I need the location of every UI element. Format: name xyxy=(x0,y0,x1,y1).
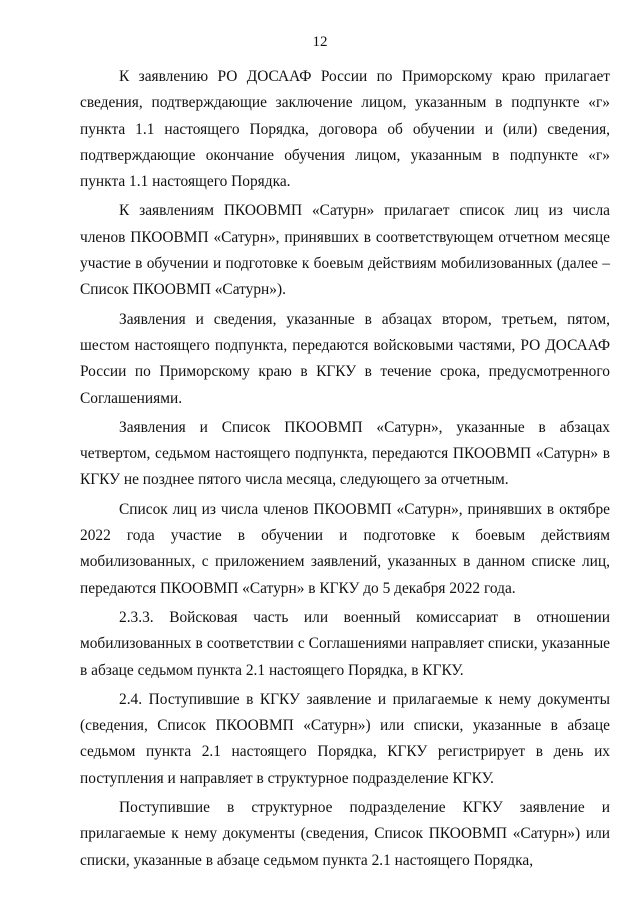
page-number: 12 xyxy=(312,34,328,50)
paragraph-2-4: 2.4. Поступившие в КГКУ заявление и прилагаемые к нему документы (сведения, Список ПКООВМП «Сатурн») или списки, указанные в абзаце седьмом пункта 2.1 настоящего Порядка, КГКУ регистрирует в день их поступления и направляет в структурное подразделение КГКУ. xyxy=(80,690,610,787)
paragraph-attachments-saturn: К заявлениям ПКООВМП «Сатурн» прилагает список лиц из числа членов ПКООВМП «Сатурн», принявших в соответствующем отчетном месяце участие в обучении и подготовке к боевым действиям мобилизованных (далее – Список ПКООВМП «Сатурн»). xyxy=(80,202,610,299)
paragraph-attachments-dosaaf: К заявлению РО ДОСААФ России по Приморскому краю прилагает сведения, подтверждающие заключение лицом, указанным в подпункте «г» пункта 1.1 настоящего Порядка, договора об обучении и (или) сведения, подтверждающие окончание обучения лицом, указанным в подпункте «г» пункта 1.1 настоящего Порядка. xyxy=(80,68,610,191)
paragraph-structural-unit: Поступившие в структурное подразделение КГКУ заявление и прилагаемые к нему документы (сведения, Список ПКООВМП «Сатурн») или списки, указанные в абзаце седьмом пункта 2.1 настоящего Порядка, xyxy=(80,799,610,869)
document-body xyxy=(80,64,610,877)
paragraph-october-list: Список лиц из числа членов ПКООВМП «Сатурн», принявших в октябре 2022 года участие в обучении и подготовке к боевым действиям мобилизованных, с приложением заявлений, указанных в данном списке лиц, передаются ПКООВМП «Сатурн» в КГКУ до 5 декабря 2022 года. xyxy=(80,500,610,597)
paragraph-2-3-3: 2.3.3. Войсковая часть или военный комиссариат в отношении мобилизованных в соответствии с Соглашениями направляет списки, указанные в абзаце седьмом пункта 2.1 настоящего Порядка, в КГКУ. xyxy=(80,608,610,679)
paragraph-transfer-saturn-list: Заявления и Список ПКООВМП «Сатурн», указанные в абзацах четвертом, седьмом настоящего подпункта, передаются ПКООВМП «Сатурн» в КГКУ не позднее пятого числа месяца, следующего за отчетным. xyxy=(80,418,610,489)
paragraph-transfer-applications: Заявления и сведения, указанные в абзацах втором, третьем, пятом, шестом настоящего подпункта, передаются войсковыми частями, РО ДОСААФ России по Приморскому краю в КГКУ в течение срока, предусмотренного Соглашениями. xyxy=(80,310,610,407)
